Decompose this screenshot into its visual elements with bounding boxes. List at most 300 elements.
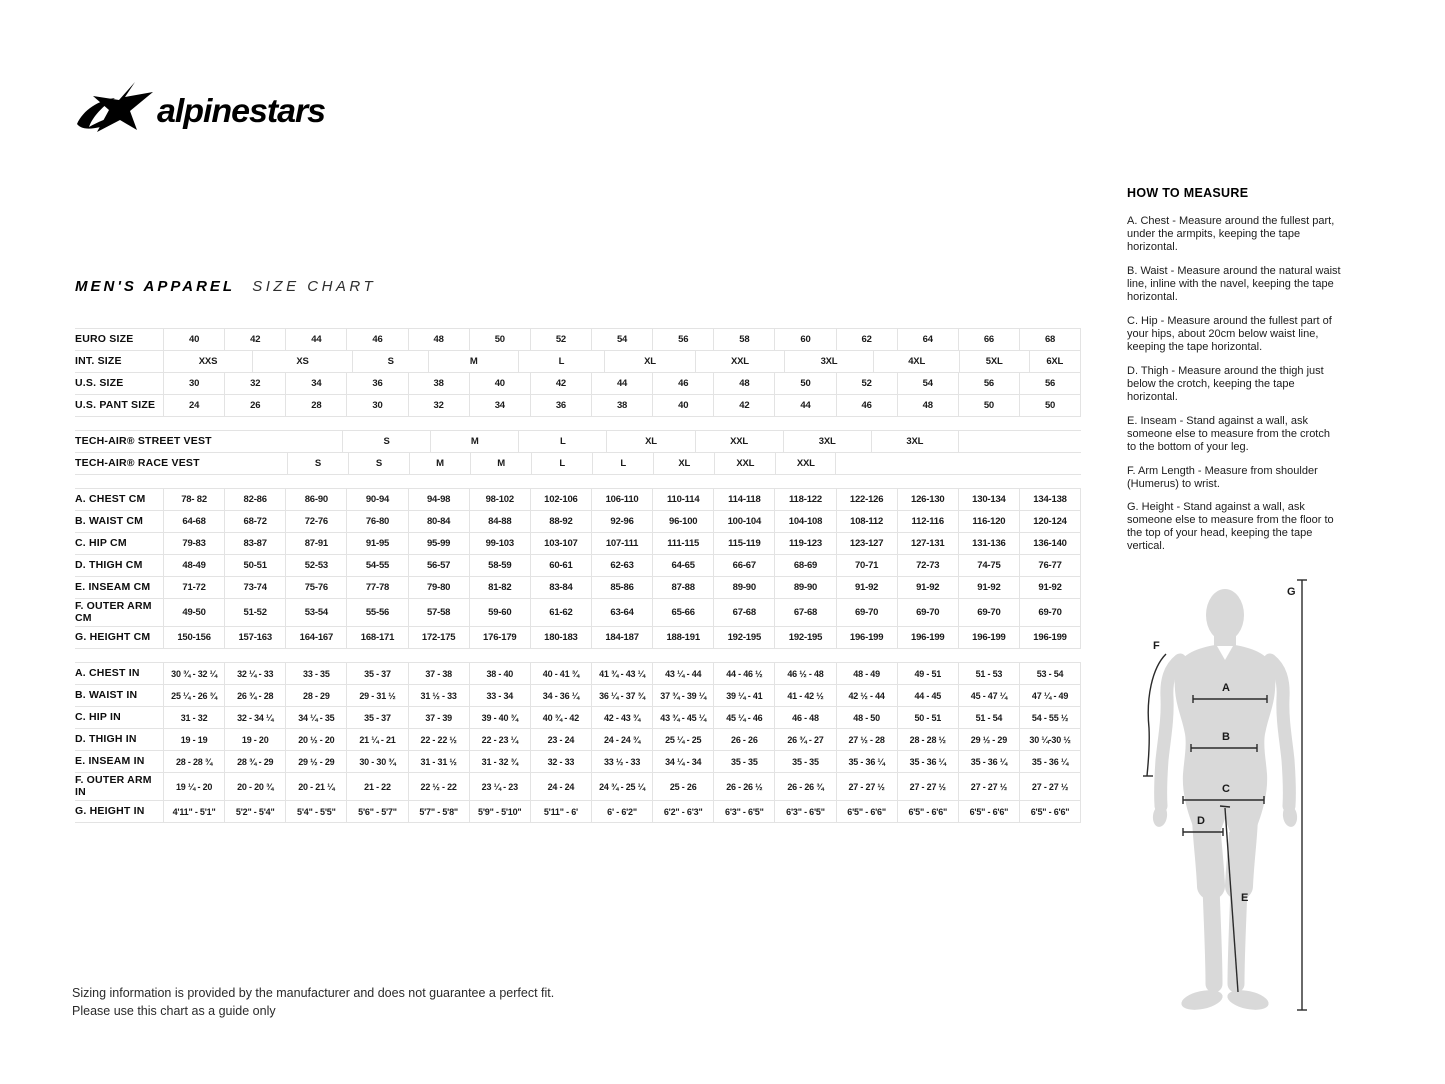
row-cells <box>163 395 1081 416</box>
size-cell: 26 - 26 ½ <box>713 773 774 800</box>
size-cell: 52 <box>836 373 897 394</box>
row-label: EURO SIZE <box>75 332 134 345</box>
alpinestars-logo-icon <box>73 80 333 140</box>
row-label: G. HEIGHT IN <box>75 804 145 817</box>
table-row <box>75 555 1081 577</box>
size-cell: 29 ½ - 29 <box>285 751 346 772</box>
size-cell: 50 - 51 <box>897 707 958 728</box>
size-cell: 5'11" - 6' <box>530 801 591 822</box>
size-cell: 28 - 29 <box>285 685 346 706</box>
size-cell: 55-56 <box>346 599 407 626</box>
row-spacer <box>163 453 287 474</box>
size-cell: 69-70 <box>897 599 958 626</box>
size-cell: 31 - 32 ¾ <box>469 751 530 772</box>
size-cell: 87-91 <box>285 533 346 554</box>
size-cell: 87-88 <box>652 577 713 598</box>
label-F-arm: F <box>1153 640 1160 652</box>
size-cell: 127-131 <box>897 533 958 554</box>
row-cells <box>163 663 1081 684</box>
size-cell: 46 - 48 <box>774 707 835 728</box>
size-cell: 25 - 26 <box>652 773 713 800</box>
size-cell: 45 ¼ - 46 <box>713 707 774 728</box>
size-cell: 64-65 <box>652 555 713 576</box>
size-cell: 5'9" - 5'10" <box>469 801 530 822</box>
size-cell: 62-63 <box>591 555 652 576</box>
size-cell: 40 - 41 ¾ <box>530 663 591 684</box>
size-cell: 39 - 40 ¾ <box>469 707 530 728</box>
row-cells <box>163 555 1081 576</box>
measurement-figure <box>1130 568 1445 1030</box>
size-cell: 26 <box>224 395 285 416</box>
label-G-height: G <box>1287 586 1296 598</box>
size-cell: 34 <box>469 395 530 416</box>
size-cell: 48 <box>897 395 958 416</box>
size-cell: 67-68 <box>774 599 835 626</box>
size-cell: 71-72 <box>163 577 224 598</box>
size-cell: 30 ¼-30 ½ <box>1019 729 1081 750</box>
size-cell: 32 <box>224 373 285 394</box>
disclaimer-line-2: Please use this chart as a guide only <box>72 1004 276 1019</box>
size-cell: 30 <box>346 395 407 416</box>
label-E-inseam: E <box>1241 892 1249 904</box>
size-cell: 68 <box>1019 329 1081 350</box>
row-cells <box>163 489 1081 510</box>
size-cell: 32 - 33 <box>530 751 591 772</box>
row-label: E. INSEAM IN <box>75 754 145 767</box>
size-cell: 150-156 <box>163 627 224 648</box>
size-cell: L <box>592 453 653 474</box>
size-cell: 89-90 <box>774 577 835 598</box>
size-cell: 40 <box>652 395 713 416</box>
size-cell: 27 - 27 ½ <box>958 773 1019 800</box>
row-cells <box>163 533 1081 554</box>
size-cell: M <box>409 453 470 474</box>
size-cell: 44 <box>774 395 835 416</box>
size-cell: 49-50 <box>163 599 224 626</box>
size-cell: 77-78 <box>346 577 407 598</box>
size-cell: 60 <box>774 329 835 350</box>
size-cell: 99-103 <box>469 533 530 554</box>
size-cell: XL <box>604 351 696 372</box>
size-cell: 74-75 <box>958 555 1019 576</box>
size-cell: 5'4" - 5'5" <box>285 801 346 822</box>
size-cell: 47 ¼ - 49 <box>1019 685 1081 706</box>
size-cell: 41 - 42 ½ <box>774 685 835 706</box>
size-cell: 36 <box>346 373 407 394</box>
size-cell: 91-92 <box>1019 577 1081 598</box>
size-cell: 6'2" - 6'3" <box>652 801 713 822</box>
size-cell: 57-58 <box>408 599 469 626</box>
row-spacer <box>163 431 342 452</box>
size-cell: 83-87 <box>224 533 285 554</box>
size-cell: XXL <box>775 453 836 474</box>
size-cell: 5XL <box>959 351 1029 372</box>
measure-instruction-inseam: E. Inseam - Stand against a wall, ask someone else to measure from the crotch to the bottom of your leg. <box>1127 414 1330 453</box>
measure-instruction-height: G. Height - Stand against a wall, ask someone else to measure from the floor to the top of your head, keeping the tape vertical. <box>1127 501 1334 553</box>
size-cell: 114-118 <box>713 489 774 510</box>
size-cell: 176-179 <box>469 627 530 648</box>
size-cell: 33 - 34 <box>469 685 530 706</box>
size-cell: 136-140 <box>1019 533 1081 554</box>
size-cell: S <box>287 453 348 474</box>
size-cell: 33 - 35 <box>285 663 346 684</box>
size-cell: 4XL <box>873 351 958 372</box>
size-cell: 95-99 <box>408 533 469 554</box>
size-cell: 45 - 47 ¼ <box>958 685 1019 706</box>
size-cell: 6'5" - 6'6" <box>897 801 958 822</box>
size-cell: 46 <box>836 395 897 416</box>
row-cells <box>163 627 1081 648</box>
size-cell: 31 - 32 <box>163 707 224 728</box>
size-cell: 44 <box>591 373 652 394</box>
size-cell: 39 ¼ - 41 <box>713 685 774 706</box>
size-cell: 44 <box>285 329 346 350</box>
size-cell: 51 - 54 <box>958 707 1019 728</box>
label-D-thigh: D <box>1197 815 1205 827</box>
size-cell: S <box>342 431 430 452</box>
size-cell: 157-163 <box>224 627 285 648</box>
size-cell: 65-66 <box>652 599 713 626</box>
measure-instruction-chest: A. Chest - Measure around the fullest part, under the armpits, keeping the tape horizontal. <box>1127 215 1335 253</box>
size-cell: 69-70 <box>1019 599 1081 626</box>
size-cell: 35 - 35 <box>713 751 774 772</box>
size-cell: 86-90 <box>285 489 346 510</box>
size-cell: 50 <box>774 373 835 394</box>
size-cell: 27 ½ - 28 <box>836 729 897 750</box>
size-cell: 24 - 24 ¾ <box>591 729 652 750</box>
size-cell: 34 <box>285 373 346 394</box>
size-cell: 107-111 <box>591 533 652 554</box>
row-cells <box>163 707 1081 728</box>
size-cell: 64-68 <box>163 511 224 532</box>
size-cell: 52-53 <box>285 555 346 576</box>
size-cell: 37 - 39 <box>408 707 469 728</box>
size-cell: 100-104 <box>713 511 774 532</box>
size-cell: 76-80 <box>346 511 407 532</box>
size-cell: 35 - 37 <box>346 707 407 728</box>
size-cell: 192-195 <box>774 627 835 648</box>
size-cell: 42 ½ - 44 <box>836 685 897 706</box>
disclaimer-line-1: Sizing information is provided by the manufacturer and does not guarantee a perfect fit. <box>72 986 555 1000</box>
size-cell: 30 <box>163 373 224 394</box>
size-cell: 61-62 <box>530 599 591 626</box>
row-label: F. OUTER ARM IN <box>75 774 152 798</box>
size-cell: 68-69 <box>774 555 835 576</box>
table-row <box>75 663 1081 685</box>
size-cell: 50-51 <box>224 555 285 576</box>
table-row <box>75 395 1081 417</box>
table-row <box>75 431 1081 453</box>
table-row <box>75 751 1081 773</box>
table-row <box>75 685 1081 707</box>
size-cell: 168-171 <box>346 627 407 648</box>
measure-instruction-thigh: D. Thigh - Measure around the thigh just below the crotch, keeping the tape horizontal. <box>1127 364 1324 403</box>
row-cells <box>163 511 1081 532</box>
size-cell: 69-70 <box>958 599 1019 626</box>
size-cell: 43 ¾ - 45 ¼ <box>652 707 713 728</box>
size-cell: S <box>352 351 428 372</box>
size-cell: 70-71 <box>836 555 897 576</box>
size-cell: 38 <box>591 395 652 416</box>
size-cell: 26 - 26 <box>713 729 774 750</box>
label-A-chest: A <box>1222 682 1230 694</box>
table-row <box>75 577 1081 599</box>
size-cell: 5'7" - 5'8" <box>408 801 469 822</box>
measure-instruction-waist: B. Waist - Measure around the natural waist line, inline with the navel, keeping the tape horizontal. <box>1127 264 1341 303</box>
disclaimer <box>72 984 554 1020</box>
size-cell: 72-76 <box>285 511 346 532</box>
row-label: TECH-AIR® STREET VEST <box>75 434 212 447</box>
size-cell: 6'3" - 6'5" <box>713 801 774 822</box>
size-cell: L <box>518 351 603 372</box>
size-cell: 27 - 27 ½ <box>836 773 897 800</box>
size-cell: 31 ½ - 33 <box>408 685 469 706</box>
size-cell: 24 ¾ - 25 ¼ <box>591 773 652 800</box>
size-cell: 30 ¾ - 32 ¼ <box>163 663 224 684</box>
size-cell: 98-102 <box>469 489 530 510</box>
table-row <box>75 373 1081 395</box>
size-cell: 82-86 <box>224 489 285 510</box>
row-label: C. HIP IN <box>75 710 121 723</box>
size-cell: 26 ¾ - 27 <box>774 729 835 750</box>
size-cell: 84-88 <box>469 511 530 532</box>
page-title <box>75 278 376 295</box>
table-row <box>75 489 1081 511</box>
size-cell: 32 ¼ - 33 <box>224 663 285 684</box>
size-cell: 102-106 <box>530 489 591 510</box>
size-cell: 78- 82 <box>163 489 224 510</box>
size-cell: 35 - 36 ¼ <box>1019 751 1081 772</box>
size-cell: 50 <box>469 329 530 350</box>
size-cell: 28 - 28 ½ <box>897 729 958 750</box>
size-cell: 37 - 38 <box>408 663 469 684</box>
size-cell: 27 - 27 ½ <box>897 773 958 800</box>
table-row <box>75 511 1081 533</box>
size-cell: 66 <box>958 329 1019 350</box>
size-cell: 29 - 31 ½ <box>346 685 407 706</box>
size-cell: 73-74 <box>224 577 285 598</box>
size-cell: 35 - 35 <box>774 751 835 772</box>
table-row <box>75 707 1081 729</box>
size-cell: 111-115 <box>652 533 713 554</box>
row-label: U.S. SIZE <box>75 376 124 389</box>
size-cell: 19 - 19 <box>163 729 224 750</box>
row-cells <box>163 453 1081 474</box>
size-cell: 19 ¼ - 20 <box>163 773 224 800</box>
size-cell: 164-167 <box>285 627 346 648</box>
size-cell: XXL <box>695 351 783 372</box>
size-cell: 62 <box>836 329 897 350</box>
size-cell: 196-199 <box>897 627 958 648</box>
size-cell: 75-76 <box>285 577 346 598</box>
header-size-group <box>75 328 1081 417</box>
in-measurements-group <box>75 662 1081 823</box>
table-row <box>75 801 1081 823</box>
size-cell: 34 ¼ - 35 <box>285 707 346 728</box>
size-cell: 26 ¾ - 28 <box>224 685 285 706</box>
table-row <box>75 599 1081 627</box>
size-cell: 21 ¼ - 21 <box>346 729 407 750</box>
size-cell: 22 ½ - 22 <box>408 773 469 800</box>
size-cell: 5'2" - 5'4" <box>224 801 285 822</box>
size-cell: 196-199 <box>1019 627 1081 648</box>
size-cell: 3XL <box>784 351 874 372</box>
label-B-waist: B <box>1222 731 1230 743</box>
size-cell: 34 - 36 ¼ <box>530 685 591 706</box>
body-silhouette <box>1152 589 1299 1013</box>
alpinestars-logo <box>73 80 333 140</box>
table-row <box>75 453 1081 475</box>
size-cell: 172-175 <box>408 627 469 648</box>
size-cell: 108-112 <box>836 511 897 532</box>
size-cell: L <box>531 453 592 474</box>
row-label: B. WAIST IN <box>75 688 138 701</box>
size-cell: 48 - 49 <box>836 663 897 684</box>
size-cell: 53 - 54 <box>1019 663 1081 684</box>
size-cell: 83-84 <box>530 577 591 598</box>
size-cell: 24 - 24 <box>530 773 591 800</box>
size-cell: 6'3" - 6'5" <box>774 801 835 822</box>
size-cell: 130-134 <box>958 489 1019 510</box>
table-row <box>75 351 1081 373</box>
row-cells <box>163 599 1081 626</box>
row-label: B. WAIST CM <box>75 514 144 527</box>
row-cells <box>163 373 1081 394</box>
size-cell: 4'11" - 5'1" <box>163 801 224 822</box>
size-cell: 24 <box>163 395 224 416</box>
size-cell: 22 - 22 ½ <box>408 729 469 750</box>
size-cell: 6'5" - 6'6" <box>1019 801 1081 822</box>
size-cell: 28 - 28 ¾ <box>163 751 224 772</box>
row-cells <box>163 685 1081 706</box>
row-label: A. CHEST IN <box>75 666 140 679</box>
row-cells <box>163 351 1081 372</box>
size-cell: 26 - 26 ¾ <box>774 773 835 800</box>
row-cells <box>163 329 1081 350</box>
size-cell: 59-60 <box>469 599 530 626</box>
size-cell: 184-187 <box>591 627 652 648</box>
size-cell: 115-119 <box>713 533 774 554</box>
how-to-measure-section <box>1127 186 1341 564</box>
size-cell: 43 ¼ - 44 <box>652 663 713 684</box>
row-cells <box>163 773 1081 800</box>
size-cell: 50 <box>958 395 1019 416</box>
size-cell: 28 <box>285 395 346 416</box>
size-cell: 54 <box>897 373 958 394</box>
row-label: A. CHEST CM <box>75 492 146 505</box>
size-cell: 42 <box>713 395 774 416</box>
size-cell: 6XL <box>1029 351 1081 372</box>
size-cell: 36 <box>530 395 591 416</box>
size-cell: 72-73 <box>897 555 958 576</box>
table-row <box>75 533 1081 555</box>
size-cell: 112-116 <box>897 511 958 532</box>
size-cell: 54 <box>591 329 652 350</box>
size-cell: 40 <box>163 329 224 350</box>
size-cell: 46 ½ - 48 <box>774 663 835 684</box>
row-cells <box>163 577 1081 598</box>
size-cell: 6' - 6'2" <box>591 801 652 822</box>
tech-air-group <box>75 430 1081 475</box>
row-label: U.S. PANT SIZE <box>75 398 156 411</box>
size-cell: 79-83 <box>163 533 224 554</box>
table-row <box>75 729 1081 751</box>
size-cell: 20 - 20 ¾ <box>224 773 285 800</box>
row-label: INT. SIZE <box>75 354 122 367</box>
size-cell: 34 ¼ - 34 <box>652 751 713 772</box>
size-cell: 49 - 51 <box>897 663 958 684</box>
size-cell: 28 ¾ - 29 <box>224 751 285 772</box>
size-cell: 80-84 <box>408 511 469 532</box>
size-cell: 25 ¼ - 26 ¾ <box>163 685 224 706</box>
size-cell: XXL <box>695 431 783 452</box>
size-cell: 134-138 <box>1019 489 1081 510</box>
size-cell: 22 - 23 ¼ <box>469 729 530 750</box>
size-cell: 19 - 20 <box>224 729 285 750</box>
row-label: G. HEIGHT CM <box>75 630 151 643</box>
label-C-hip: C <box>1222 783 1230 795</box>
size-cell: 31 - 31 ½ <box>408 751 469 772</box>
size-cell: 67-68 <box>713 599 774 626</box>
size-cell: 35 - 37 <box>346 663 407 684</box>
logo-wordmark: alpinestars <box>157 92 326 129</box>
size-cell: 5'6" - 5'7" <box>346 801 407 822</box>
size-cell: 35 - 36 ¼ <box>958 751 1019 772</box>
size-cell: 58 <box>713 329 774 350</box>
size-cell: 122-126 <box>836 489 897 510</box>
size-cell: 29 ½ - 29 <box>958 729 1019 750</box>
row-cells <box>163 431 1081 452</box>
size-cell: 90-94 <box>346 489 407 510</box>
row-label: F. OUTER ARM CM <box>75 600 152 624</box>
size-cell: 53-54 <box>285 599 346 626</box>
size-cell: 180-183 <box>530 627 591 648</box>
size-cell: 106-110 <box>591 489 652 510</box>
size-cell: 30 - 30 ¾ <box>346 751 407 772</box>
size-cell: 50 <box>1019 395 1081 416</box>
size-cell: 51-52 <box>224 599 285 626</box>
size-cell: 68-72 <box>224 511 285 532</box>
size-cell: 66-67 <box>713 555 774 576</box>
row-cells <box>163 729 1081 750</box>
size-cell: 40 <box>469 373 530 394</box>
size-cell: 21 - 22 <box>346 773 407 800</box>
size-cell: 6'5" - 6'6" <box>836 801 897 822</box>
size-cell: 3XL <box>871 431 959 452</box>
size-cell: M <box>470 453 531 474</box>
size-cell: 51 - 53 <box>958 663 1019 684</box>
size-cell: 89-90 <box>713 577 774 598</box>
size-cell: 32 - 34 ¼ <box>224 707 285 728</box>
size-cell: 92-96 <box>591 511 652 532</box>
body-silhouette-diagram <box>1130 568 1445 1030</box>
size-cell: M <box>430 431 518 452</box>
size-cell: 54 - 55 ½ <box>1019 707 1081 728</box>
size-cell: S <box>348 453 409 474</box>
size-cell: 20 - 21 ¼ <box>285 773 346 800</box>
size-cell: 20 ½ - 20 <box>285 729 346 750</box>
size-cell: 63-64 <box>591 599 652 626</box>
size-cell: 25 ¼ - 25 <box>652 729 713 750</box>
size-cell: 96-100 <box>652 511 713 532</box>
size-cell: 48-49 <box>163 555 224 576</box>
page-title-sub: SIZE CHART <box>252 278 377 295</box>
size-cell: 126-130 <box>897 489 958 510</box>
size-cell: 42 <box>530 373 591 394</box>
size-cell: 91-92 <box>897 577 958 598</box>
measure-instruction-arm: F. Arm Length - Measure from shoulder (Humerus) to wrist. <box>1127 464 1318 490</box>
size-cell: 85-86 <box>591 577 652 598</box>
